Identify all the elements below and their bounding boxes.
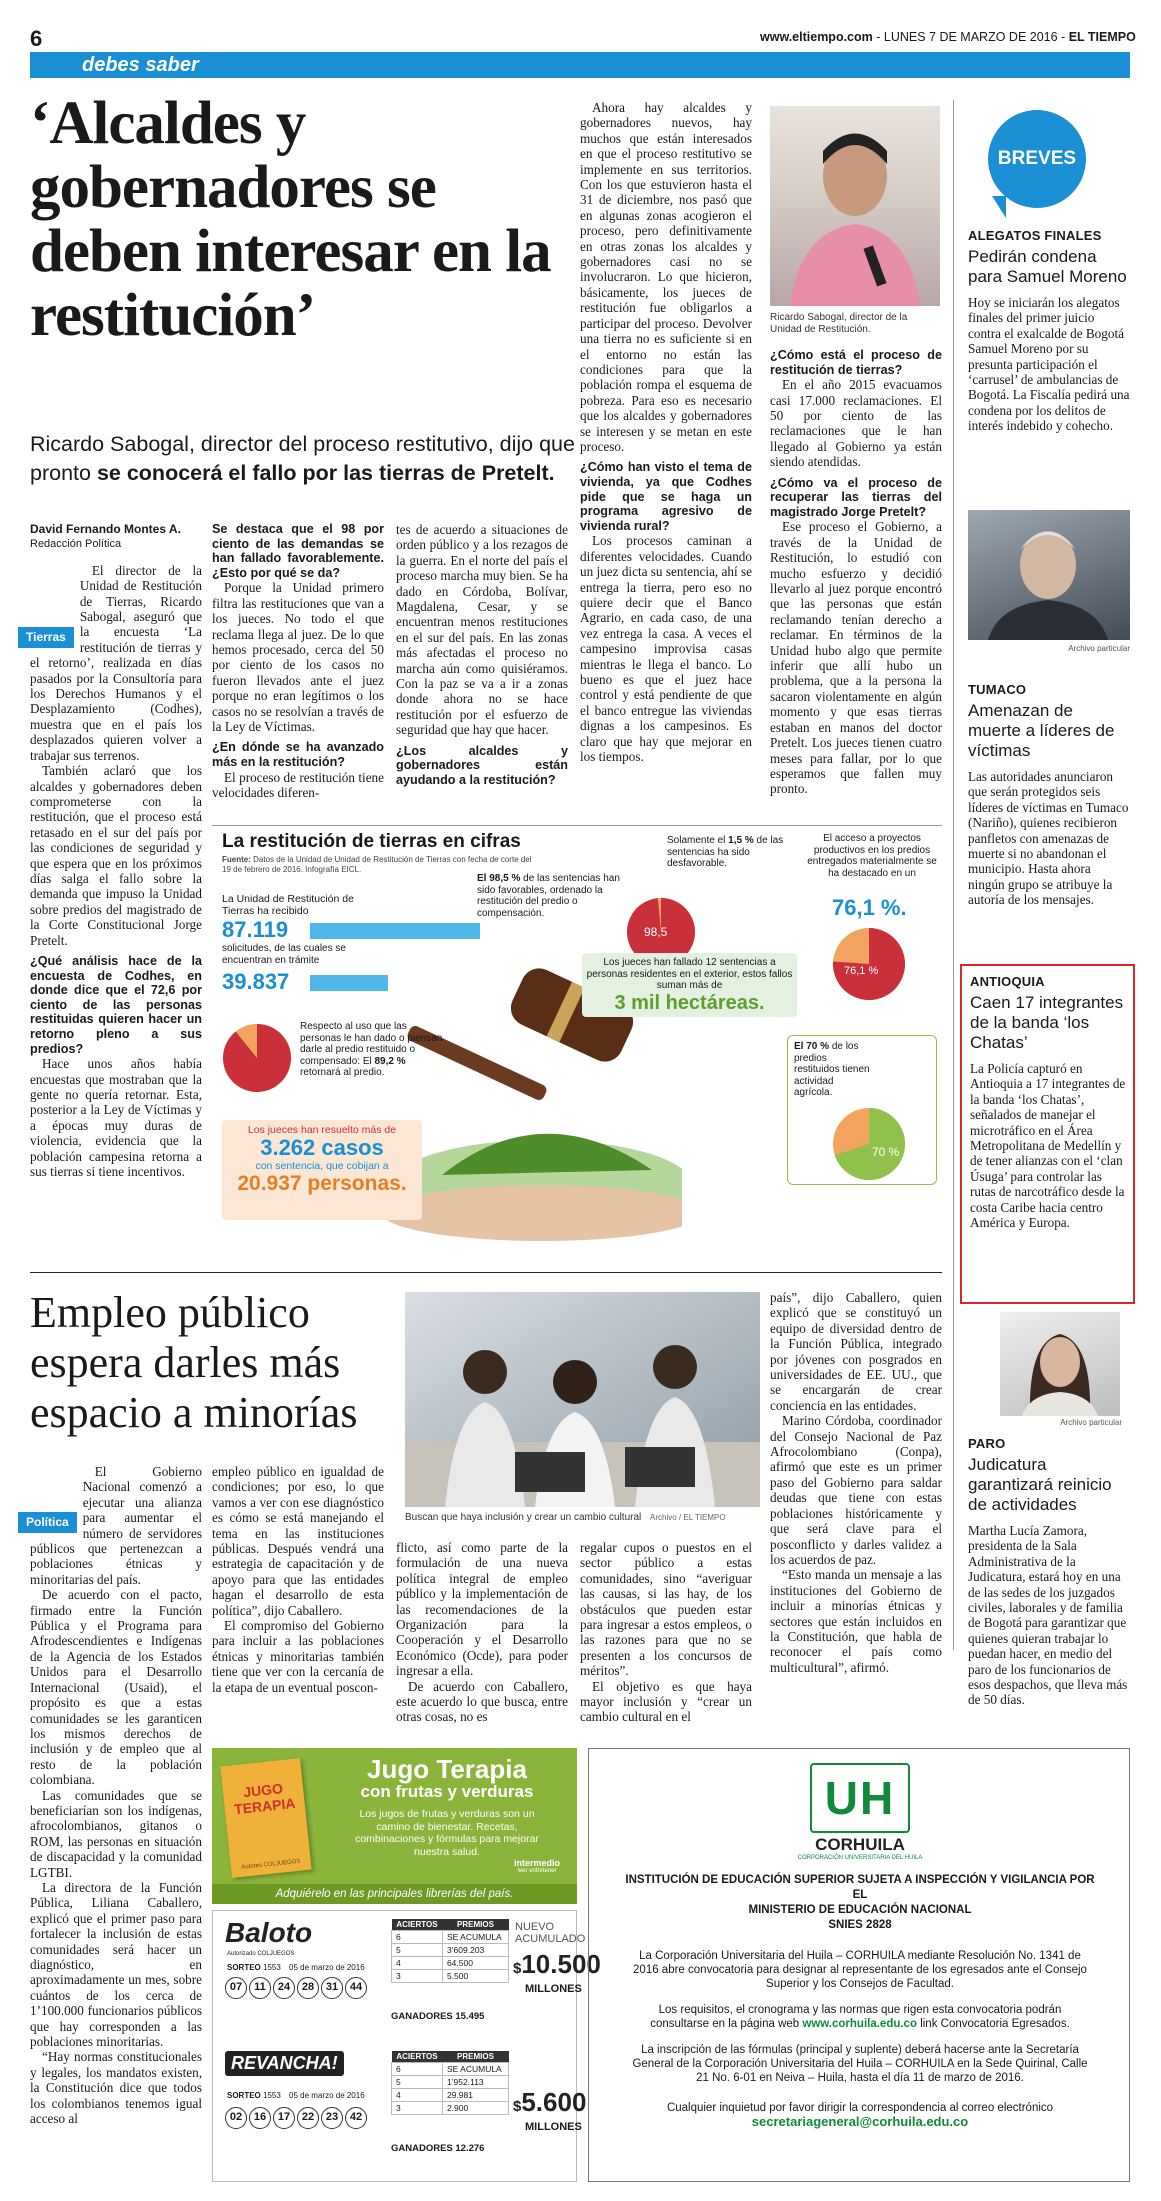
byline: David Fernando Montes A. — [30, 522, 181, 536]
hits: 4 — [392, 1957, 443, 1970]
second-col-5-p2: Marino Córdoba, coordinador del Consejo Nacional de Paz Afrocolombiano (Conpa), afirmó que este es un primer paso del Gobierno para saldar deudas que tiene con estas poblaciones históricamente y que será clave para el posconflicto y darles validez a los acuerdos de paz. — [770, 1413, 942, 1567]
revancha-prize-table — [391, 2051, 509, 2115]
revancha-sorteo-label: SORTEO — [227, 2091, 261, 2100]
source-text: Datos de la Unidad de Unidad de Restitución de Tierras con fecha de corte del 19 de febrero de 2016. Infografía EICL. — [222, 855, 532, 874]
brief-2 — [968, 682, 1130, 908]
brief-2-text: Las autoridades anunciaron que serán protegidos seis líderes de víctimas en Tumaco (Nariño), quienes recibieron panfletos con amenazas de muerte si no abandonan el municipio. Hasta ahora ningún grupo se atribuye la autoría de los mensajes. — [968, 769, 1129, 908]
people-value: 20.937 personas. — [237, 1172, 407, 1195]
lead-paragraph-2: También aclaró que los alcaldes y gobernadores deben comprometerse con la restitución, que el proceso está retasado en el sur del país por las condiciones de seguridad y que espera que en los próximos días salga el fallo sobre la demanda que impuso la Unidad sobre predios del magistrado de la Corte Constitucional Jorge Pretelt. — [30, 763, 202, 948]
corhuila-p1: La Corporación Universitaria del Huila – CORHUILA mediante Resolución No. 1341 de 2016 abre convocatoria para designar al representante de los egresados ante el Consejo Superior y los Consejos de Facultad. — [633, 1950, 1087, 1990]
ad-corhuila[interactable] — [588, 1748, 1130, 2182]
classroom-caption — [405, 1512, 760, 1524]
corhuila-p2-a: Los requisitos, el cronograma y las normas que rigen esta convocatoria podrán consultarse en la página web — [650, 2004, 1062, 2030]
lead-col-3 — [396, 522, 568, 787]
classroom-photo — [405, 1292, 760, 1507]
prize: 1’952.113 — [442, 2076, 508, 2089]
corhuila-snies: SNIES 2828 — [828, 1919, 892, 1931]
retorno-pct: 89,2 % — [374, 1055, 406, 1067]
received-bar — [310, 923, 480, 939]
table-row — [392, 1970, 509, 1983]
col-premios: PREMIOS — [442, 2051, 508, 2063]
moreno-portrait-icon — [968, 510, 1130, 640]
website-url[interactable]: www.eltiempo.com — [760, 30, 873, 44]
col-aciertos: ACIERTOS — [392, 2051, 443, 2063]
lead-subtitle-plain: Ricardo Sabogal, director del proceso restitutivo, dijo que pronto — [30, 432, 575, 485]
baloto-jackpot-value: 10.500 — [521, 1949, 601, 1979]
topic-tag-politica[interactable]: Política — [18, 1512, 77, 1533]
pie-projects — [830, 925, 908, 1003]
revancha-jackpot — [513, 2087, 586, 2118]
second-col-3 — [396, 1540, 568, 1725]
classroom-caption-credit: Archivo / EL TIEMPO — [650, 1513, 726, 1522]
baloto-millions: MILLONES — [525, 1983, 582, 1995]
section-divider — [30, 1272, 942, 1273]
retorno-text — [300, 1021, 445, 1079]
second-col-2 — [212, 1464, 384, 1695]
brief-3 — [970, 974, 1128, 1230]
ad-book-text: Los jugos de frutas y verduras son un camino de bienestar. Recetas, combinaciones y fórmulas para mejorar nuestra salud. — [355, 1808, 539, 1858]
baloto-ball: 11 — [249, 1977, 271, 1999]
second-col-1-p2: De acuerdo con el pacto, firmado entre la Función Pública y el Programa para Afrodescendientes e Indígenas de la Agencia de los Estados Unidos para el Desarrollo Internacional (Usaid), el propósito es que a estas comunidades se les garanticen los mismos derechos de inclusión y de empleo que al resto de la población colombiana. — [30, 1587, 202, 1788]
projects-text: El acceso a proyectos productivos en los predios entregados materialmente se ha destacado en un — [807, 833, 937, 879]
dateline-sep-1: - — [876, 30, 884, 44]
baloto-sub: Autorizado COLJUEGOS — [227, 1951, 295, 1957]
revancha-draw — [227, 2091, 365, 2100]
agri-pct: El 70 % — [794, 1041, 830, 1052]
revancha-millions: MILLONES — [525, 2121, 582, 2133]
in-process-value: 39.837 — [222, 969, 290, 994]
unfavorable-a: Solamente el — [667, 835, 726, 846]
breves-divider — [953, 100, 954, 1650]
prize: SE ACUMULA — [442, 2063, 508, 2076]
source-label: Fuente: — [222, 855, 251, 864]
sabogal-portrait-icon — [770, 106, 940, 306]
baloto-logo: Baloto — [225, 1917, 313, 1948]
brief-1-text: Hoy se iniciarán los alegatos finales del primer juicio contra el exalcalde de Bogotá Samuel Moreno por su presunta participación el ‘carrusel’ de ambulancias de Bogotá. La Fiscalía pedirá una condena por los delitos de interés indebido y cohecho. — [968, 295, 1130, 434]
second-col-5 — [770, 1290, 942, 1675]
table-row — [392, 2063, 509, 2076]
book-cover — [220, 1758, 311, 1878]
brief-1-kicker: ALEGATOS FINALES — [968, 228, 1102, 243]
byline-role: Redacción Política — [30, 538, 122, 551]
cases-value: 3.262 casos — [260, 1135, 384, 1160]
brief-2-kicker: TUMACO — [968, 682, 1027, 697]
revancha-table-head — [392, 2051, 509, 2063]
lottery-box — [212, 1910, 601, 2182]
baloto-currency: $ — [513, 1960, 522, 1977]
corhuila-email-link[interactable]: secretariageneral@corhuila.edu.co — [751, 2114, 969, 2129]
pie-retorno-slice — [223, 1024, 291, 1092]
moreno-photo — [968, 510, 1130, 640]
corhuila-logo-letters: UH — [824, 1772, 896, 1824]
received-suffix: solicitudes, de las cuales se encuentran en trámite — [222, 943, 346, 966]
answer-3-start: El proceso de restitución tiene velocidades diferen- — [212, 769, 384, 801]
corhuila-p2-b: link Convocatoria Egresados. — [920, 2018, 1070, 2030]
infographic-top-rule — [212, 825, 942, 826]
moreno-photo-credit: Archivo particular — [1068, 644, 1130, 653]
question-5: ¿Cómo han visto el tema de vivienda, ya que Codhes pide que se haga un programa agresivo de vivienda rural? — [580, 460, 752, 533]
section-title: debes saber — [82, 54, 199, 76]
corhuila-logo-name: CORHUILA — [815, 1835, 905, 1854]
pie-favorable-label: 98,5 — [644, 925, 668, 939]
accum-label: NUEVO ACUMULADO — [515, 1921, 586, 1945]
revancha-draw-number: 1553 — [263, 2091, 281, 2100]
brief-4-kicker: PARO — [968, 1436, 1006, 1451]
retorno-text-b: retornará al predio. — [300, 1067, 385, 1078]
sabogal-photo — [770, 106, 940, 306]
question-2: Se destaca que el 98 por ciento de las demandas se han fallado favorablemente. ¿Esto por qué se da? — [212, 522, 384, 580]
pie-agri — [830, 1105, 908, 1183]
lead-paragraph-1 — [26, 562, 202, 763]
baloto-ball: 44 — [345, 1977, 367, 1999]
zamora-portrait-icon — [1000, 1312, 1120, 1416]
ad-book-footer: Adquiérelo en las principales librerías del país. — [212, 1884, 577, 1904]
zamora-photo-credit: Archivo particular — [1060, 1418, 1122, 1427]
publisher-name: intermedio — [513, 1858, 560, 1868]
revancha-jackpot-value: 5.600 — [521, 2087, 587, 2117]
second-col-2-p2: El compromiso del Gobierno para incluir a las poblaciones étnicas y minoritarias también tiene que ver con la cercanía de la etapa de un eventual poscon- — [212, 1618, 384, 1695]
unfavorable-pct: 1,5 % — [728, 835, 754, 846]
pie-retorno — [220, 1021, 294, 1095]
corhuila-p3: La inscripción de las fórmulas (principal y suplente) deberá hacerse ante la Secretaría General de la Corporación Universitaria del Huila – CORHUILA en la Sede Quirinal, Calle 21 No. 6-01 en Neiva – Huila, hasta el día 11 de marzo de 2016. — [632, 2044, 1088, 2084]
corhuila-header-line-1: INSTITUCIÓN DE EDUCACIÓN SUPERIOR SUJETA A INSPECCIÓN Y VIGILANCIA POR EL — [625, 1874, 1095, 1901]
answer-7: Ese proceso el Gobierno, a través de la Unidad de Restitución, lo estudió con mucho esfuerzo y decidió llevarlo al juez porque encontró que las personas que están reclamando tenían derecho a reclamar. En términos de la Unidad hubo algo que permite inferir que allí hubo un problema, que a la persona la sacaron violentamente en algún momento y que esas tierras estaban en manos del doctor Pretelt. Los jueces tienen cuatro meses para fallar, por lo que esperamos que fallen muy pronto. — [770, 519, 942, 797]
second-col-5-p1: país”, dijo Caballero, quien explicó que se constituyó un equipo de diversidad dentro de la Función Pública, integrado por jóvenes con posgrados en universidades de EE. UU., que se encargarán de crear conciencia en las entidades. — [770, 1290, 942, 1413]
question-3: ¿En dónde se ha avanzado más en la restitución? — [212, 740, 384, 770]
agri-desc: de los predios restituidos tienen actividad agrícola. — [794, 1041, 870, 1098]
cases-box — [222, 1120, 422, 1220]
unfavorable-b: de las sentencias ha sido desfavorable. — [667, 835, 784, 869]
table-row — [392, 2102, 509, 2115]
ad-book-subtitle: con frutas y verduras — [360, 1782, 534, 1801]
revancha-ball: 02 — [225, 2107, 247, 2129]
baloto-draw-number: 1553 — [263, 1963, 281, 1972]
brief-4-text: Martha Lucía Zamora, presidenta de la Sala Administrativa de la Judicatura, estará hoy en una de las sedes de los juzgados civiles, laborales y de familia de Bogotá para garantizar que quienes quieran trabajar lo puedan hacer, en medio del paro de los funcionarios de esos despachos, que lleva más de 50 días. — [968, 1523, 1128, 1708]
in-process-bar — [310, 975, 388, 991]
answer-5: Los procesos caminan a diferentes velocidades. Cuando un juez dicta su sentencia, ahí se entrega la tierra, pero eso no quiere decir que el Banco Agrario, en cada caso, de una vez entrega la casa. A veces el campesino improvisa casas mientras le llega el banco. Lo bueno es que el juez hace control y está pendiente de que el banco entregue las viviendas dignas a los campesinos. Es claro que hay que mejorar en los tiempos. — [580, 533, 752, 764]
baloto-ball: 24 — [273, 1977, 295, 1999]
brief-4-title[interactable]: Judicatura garantizará reinicio de actividades — [968, 1455, 1112, 1514]
question-4: ¿Los alcaldes y gobernadores están ayudando a la restitución? — [396, 743, 568, 787]
revancha-ball: 42 — [345, 2107, 367, 2129]
unfavorable-text — [667, 835, 807, 870]
answer-2: Porque la Unidad primero filtra las restituciones que van a los jueces. No todo el que reclama llega al juez. De lo que hemos procesado, cerca del 50 por ciento de los casos no fueron llevados ante el juez porque no eran legítimos o los casos no se resolvían a través de la Ley de Víctimas. — [212, 580, 384, 735]
prize: 2.900 — [442, 2102, 508, 2115]
brief-1 — [968, 228, 1130, 434]
prize: 3’609.203 — [442, 1944, 508, 1957]
breves-badge — [988, 110, 1086, 208]
lead-subtitle — [30, 430, 585, 488]
brief-1-title[interactable]: Pedirán condena para Samuel Moreno — [968, 247, 1127, 286]
agri-text — [794, 1041, 874, 1099]
field-shape — [442, 1134, 652, 1175]
baloto-draw — [227, 1963, 365, 1972]
hits: 4 — [392, 2089, 443, 2102]
baloto-ball: 28 — [297, 1977, 319, 1999]
table-row — [392, 2076, 509, 2089]
second-col-1 — [26, 1464, 202, 2127]
brief-4 — [968, 1436, 1130, 1708]
revancha-ball: 16 — [249, 2107, 271, 2129]
prize: 64.500 — [442, 1957, 508, 1970]
revancha-ball: 23 — [321, 2107, 343, 2129]
baloto-table-head — [392, 1919, 509, 1931]
corhuila-header-line-2: MINISTERIO DE EDUCACIÓN NACIONAL — [748, 1904, 972, 1916]
corhuila-p2 — [629, 2003, 1091, 2031]
corhuila-header — [619, 1873, 1101, 1933]
infographic-source — [222, 855, 542, 875]
page-number: 6 — [30, 26, 43, 51]
favorable-pct: El 98,5 % — [477, 873, 521, 884]
table-row — [392, 2089, 509, 2102]
lead-col-2 — [212, 522, 384, 800]
cases-text: Los jueces han resuelto más de — [247, 1124, 397, 1136]
answer-3-cont: tes de acuerdo a situaciones de orden público y a los rezagos de la guerra. En el norte del país el proceso marcha muy bien. Se ha dado en Córdoba, Bolívar, Magdalena, Cesar, y se encuentran menos restituciones en el sur del país. En las zonas más afectadas el proceso no marcha aún como quisiéramos. Con la paz se va a ir a zonas donde ahora no se hace restitución por el esfuerzo de seguridad que hay que hacer. — [396, 522, 568, 738]
hits: 5 — [392, 2076, 443, 2089]
corhuila-p4: Cualquier inquietud por favor dirigir la correspondencia al correo electrónico — [666, 2102, 1054, 2114]
col-aciertos: ACIERTOS — [392, 1919, 443, 1931]
table-row — [392, 1944, 509, 1957]
cases-suffix: con sentencia, que cobijan a — [255, 1160, 389, 1172]
judges-text: Los jueces han fallado 12 sentencias a personas residentes en el exterior, estos fallos suman más de — [586, 957, 793, 991]
hits: 6 — [392, 1931, 443, 1944]
pie-projects-label: 76,1 % — [844, 965, 879, 977]
table-row — [392, 1957, 509, 1970]
revancha-currency: $ — [513, 2098, 522, 2115]
lead-col-5 — [770, 348, 942, 797]
lead-col-4 — [580, 100, 752, 764]
second-col-3-p2: De acuerdo con Caballero, este acuerdo lo que busca, entre otras cosas, no es — [396, 1678, 568, 1725]
second-col-4-p1: regalar cupos o puestos en el sector público a estas comunidades, sino “averiguar las causas, si las hay, de los obstáculos que pueden estar para ingresar a estos empleos, o las razones para que no se presenten a los concursos de méritos”. — [580, 1540, 752, 1679]
second-col-5-p3: “Esto manda un mensaje a las instituciones del Gobierno de incluir a minorías étnicas y sectores que están incluidos en la Constitución, que habla de reconocer el país como multicultural”, afirmó. — [770, 1567, 942, 1675]
revancha-ball: 17 — [273, 2107, 295, 2129]
lead-col-1 — [26, 522, 202, 1179]
baloto-balls — [225, 1977, 369, 1999]
question-7: ¿Cómo va el proceso de recuperar las tierras del magistrado Jorge Pretelt? — [770, 475, 942, 519]
pie-agri-label: 70 % — [872, 1145, 900, 1159]
topic-tag-tierras[interactable]: Tierras — [18, 627, 74, 648]
second-col-1-p1-text: El Gobierno Nacional comenzó a ejecutar una alianza para aumentar el número de servidores públicos que pertenezcan a poblaciones étnicas y minoritarias del país. — [30, 1464, 202, 1587]
corhuila-logo-frame — [810, 1763, 910, 1833]
second-col-4-p2: El objetivo es que haya mayor inclusión y “crear un cambio cultural en el — [580, 1678, 752, 1725]
received-label: La Unidad de Restitución de Tierras ha recibido — [222, 893, 354, 917]
hits: 3 — [392, 2102, 443, 2115]
hits: 6 — [392, 2063, 443, 2076]
second-col-1-p1 — [26, 1464, 202, 1587]
lead-paragraph-1-text: El director de la Unidad de Restitución de Tierras, Ricardo Sabogal, aseguró que la encuesta ‘La restitución de tierras y el retorno’, realizada en días pasados por la Consultoría para los Derechos Humanos y el Desplazamiento (Codhes), muestra que en el país los desplazados quieren volver a trabajar sus terrenos. — [30, 562, 202, 763]
revancha-winners: GANADORES 12.276 — [391, 2143, 485, 2154]
revancha-logo: REVANCHA! — [225, 2051, 344, 2076]
revancha-balls — [225, 2107, 369, 2129]
baloto-ball: 31 — [321, 1977, 343, 1999]
answer-4: Ahora hay alcaldes y gobernadores nuevos, hay muchos que están interesados en que el proceso restitutivo se implemente en sus territorios. Con los que estuvieron hasta el 31 de diciembre, nos pasó que en algunas zonas acogieron el proceso, pero definitivamente en otras zonas los alcaldes y gobernadores casi no se involucraron. Lo que hicieron, básicamente, los jueces de restitución fue obligarlos a participar del proceso. Devolver una tierra no es suficiente si en el entorno no están las condiciones para que la población rompa el esquema de pobreza. Para eso es necesario que los alcaldes y gobernadores se interesen y se metan en este proceso. — [580, 100, 752, 454]
revancha-draw-date: 05 de marzo de 2016 — [289, 2091, 365, 2100]
book-cover-title: JUGO TERAPIA — [233, 1780, 297, 1818]
infographic — [212, 825, 942, 1255]
lead-headline: ‘Alcaldes y gobernadores se deben interesar en la restitución’ — [30, 90, 551, 349]
col-premios: PREMIOS — [442, 1919, 508, 1931]
favorable-desc: de las sentencias han sido favorables, ordenado la restitución del predio o compensación. — [477, 873, 620, 919]
projects-value: 76,1 %. — [832, 895, 907, 920]
corhuila-logo-tagline: CORPORACIÓN UNIVERSITARIA DEL HUILA — [797, 1855, 923, 1861]
second-col-3-p1: flicto, así como parte de la formulación de una nueva política integral de empleo público y la implementación de las recomendaciones de la Organización para la Cooperación y el Desarrollo Económico (Ocde), para poder ingresar a ella. — [396, 1540, 568, 1679]
second-col-2-p1: empleo público en igualdad de condiciones; por eso, lo que vamos a ver con ese diagnóstico es cómo se está manejando el tema en las instituciones públicas. Después vendrá una estrategia de capacitación y de apoyo para que las entidades hagan el desarrollo de esta política”, dijo Caballero. — [212, 1464, 384, 1618]
baloto-ball: 07 — [225, 1977, 247, 1999]
revancha-ball: 22 — [297, 2107, 319, 2129]
baloto-prize-table — [391, 1919, 509, 1983]
classroom-scene-icon — [405, 1292, 760, 1507]
judges-value: 3 mil hectáreas. — [614, 991, 765, 1014]
zamora-photo — [1000, 1312, 1120, 1416]
corhuila-body — [629, 1949, 1091, 2129]
breves-badge-text: BREVES — [997, 148, 1077, 169]
question-6: ¿Cómo está el proceso de restitución de tierras? — [770, 348, 942, 377]
brief-3-kicker: ANTIOQUIA — [970, 974, 1045, 989]
paper-name: EL TIEMPO — [1068, 30, 1136, 44]
lead-subtitle-bold: se conocerá el fallo por las tierras de Pretelt. — [96, 461, 555, 485]
answer-6: En el año 2015 evacuamos casi 17.000 reclamaciones. El 50 por ciento de las reclamaciones que le han llegado al Gobierno ya están siendo atendidas. — [770, 377, 942, 470]
retorno-text-a: Respecto al uso que las personas le han dado o piensan darle al predio restituido o compensado: El — [300, 1021, 443, 1067]
ad-jugo-terapia[interactable] — [212, 1748, 577, 1904]
dateline-sep-2: - — [1061, 30, 1069, 44]
second-col-4 — [580, 1540, 752, 1725]
breves-badge-tail — [992, 196, 1006, 218]
hits: 5 — [392, 1944, 443, 1957]
brief-3-title[interactable]: Caen 17 integrantes de la banda ‘los Chatas’ — [970, 993, 1124, 1052]
hits: 3 — [392, 1970, 443, 1983]
header-dateline — [760, 30, 1136, 44]
question-1: ¿Qué análisis hace de la encuesta de Codhes, en donde dice que el 72,6 por ciento de las personas restituidas quieren hacer un retorno pleno a sus predios? — [30, 953, 202, 1056]
brief-2-title[interactable]: Amenazan de muerte a líderes de víctimas — [968, 701, 1115, 760]
prize: SE ACUMULA — [442, 1931, 508, 1944]
table-row — [392, 1931, 509, 1944]
classroom-caption-text: Buscan que haya inclusión y crear un cambio cultural — [405, 1512, 642, 1523]
prize: 5.500 — [442, 1970, 508, 1983]
brief-3-text: La Policía capturó en Antioquia a 17 integrantes de la banda ‘los Chatas’, señalados de manejar el microtráfico en el Área Metropolitana de Medellín y de tener alianzas con el ‘clan Úsuga’ para controlar las rutas de narcotráfico desde la costa Caribe hacia centro América y Europa. — [970, 1061, 1126, 1231]
issue-date: LUNES 7 DE MARZO DE 2016 — [883, 30, 1058, 44]
second-col-1-p3: Las comunidades que se beneficiarían son los indígenas, afrocolombianos, gitanos o ROM, las personas en situación de discapacidad y la comunidad LGTBI. — [30, 1787, 202, 1880]
answer-1: Hace unos años había encuestas que mostraban que la gente no quería retornar. Esta, posterior a la Ley de Víctimas y a épocas muy duras de violencia, evidencia que la población campesina retorna a sus tierras si tiene incentivos. — [30, 1056, 202, 1179]
second-headline: Empleo público espera darles más espacio a minorías — [30, 1288, 358, 1437]
infographic-title: La restitución de tierras en cifras — [222, 831, 521, 852]
publisher-sub: leer entretener — [517, 1868, 557, 1874]
corhuila-website-link[interactable]: www.corhuila.edu.co — [802, 2018, 917, 2030]
received-value: 87.119 — [222, 917, 289, 942]
baloto-sorteo-label: SORTEO — [227, 1963, 261, 1972]
judges-box — [582, 953, 797, 1017]
sabogal-photo-caption: Ricardo Sabogal, director de la Unidad de Restitución. — [770, 312, 908, 335]
favorable-text — [477, 873, 622, 919]
baloto-winners: GANADORES 15.495 — [391, 2011, 485, 2022]
baloto-draw-date: 05 de marzo de 2016 — [289, 1963, 365, 1972]
second-col-1-p4: La directora de la Función Pública, Liliana Caballero, explicó que el primer paso para fortalecer la inclusión de estas comunidades será hacer un diagnóstico, en aproximadamente un mes, sobre cuántos de los cerca de 1’100.000 funcionarios públicos que hay corresponden a las poblaciones minoritarias. — [30, 1879, 202, 2050]
second-col-1-p5: “Hay normas constitucionales y legales, los mandatos existen, la Constitución dice que todos los colombianos tenemos igual acceso al — [30, 2049, 202, 2127]
ad-book-title: Jugo Terapia — [367, 1754, 527, 1784]
book-cover-author: Autores COLJUEGOS — [241, 1858, 301, 1871]
prize: 29.981 — [442, 2089, 508, 2102]
ad-book-publisher — [507, 1858, 567, 1874]
